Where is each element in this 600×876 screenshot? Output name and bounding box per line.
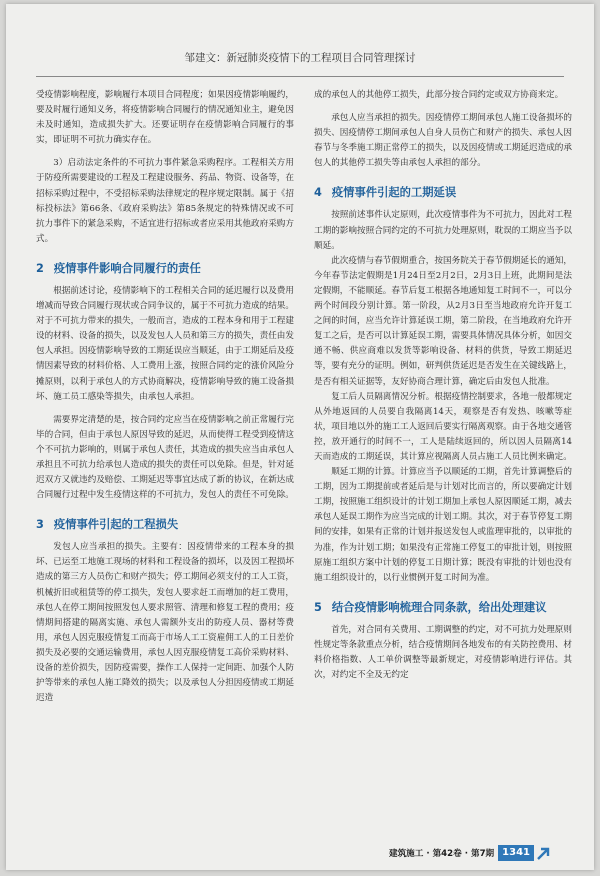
paragraph: 受疫情影响程度，影响履行本项目合同程度；如果因疫情影响履约，要及时履行通知义务，将疫情影响合同履行的情况通知业主，避免因未及时通知，造成损失扩大。还要证明存在疫情影响合同履行的事实，即证明不可抗力确实存在。 [36, 90, 294, 146]
section-number: 4 [314, 186, 322, 200]
section-title: 疫情事件引起的工期延误 [331, 186, 457, 200]
paragraph: 3）启动法定条件的不可抗力事件紧急采购程序。工程相关方用于防疫所需要建设的工程及工程建设服务、药品、物资、设备等，在招标采购过程中，不受招标采购法律规定的程序规定限制。属于《招标投标法》第66条、《政府采购法》第85条规定的特殊情况或不可抗力事件下的紧急采购，不适宜进行招标或者应采用其他政府采购方式。 [36, 158, 294, 244]
header-divider [36, 76, 564, 77]
paragraph: 复工后人员隔离情况分析。根据疫情控制要求，各地一般都规定从外地返回的人员要自我隔离14天，观察是否有发热、咳嗽等症状，项目地以外的施工工人返回后要实行隔离观察。由于各地交通管控，放开通行的时间不一，工人是陆续返回的，所以因人员隔离14天而造成的工期延误，其计算应视隔离人员占施工人员比例来确定。 [314, 391, 572, 462]
section-heading-3 [36, 517, 294, 532]
paragraph: 此次疫情与春节假期重合，按国务院关于春节假期延长的通知，今年春节法定假期是1月24日至2月2日，2月3日上班，此期间是法定假期，不能顺延。春节后复工根据各地通知复工时间不一，可以分两个时间段分别计算。第一阶段，从2月3日至当地政府允许开复工之间的时间，应当允许计算延误工期，第二阶段，在当地政府允许开复工之后，是否可以计算延误工期，需要具体情况具体分析，如因交通不畅、供应商难以发货等影响设备、材料的供货，导致工期延迟等，要有充分的证明。例如，研判供货延迟是否发生在关键线路上，是否有相关证据等，友好协商合理计算，确定后由发包人批准。 [314, 255, 572, 387]
section-title: 疫情事件引起的工程损失 [53, 518, 179, 532]
arrow-icon [536, 845, 550, 861]
section-title: 疫情事件影响合同履行的责任 [53, 261, 201, 275]
section-number: 2 [36, 261, 44, 275]
paragraph: 根据前述讨论，疫情影响下的工程相关合同的延迟履行以及费用增减而导致合同履行现状或合同争议的，属于不可抗力造成的结果。对于不可抗力带来的损失，一般而言，造成的工程本身和用于工程建设的材料、设备的损失，以及发包人人员和第三方的损失，责任由发包人承担。因疫情影响导致的工期延误应当顺延，由于工期延后及疫情因素导致的材料价格、人工费用上涨，按照合同约定的涨价风险分摊原则，以利于承包人的方式协商解决，疫情影响导致的施工设备损坏、施工员工感染等损失，由承包人承担。 [36, 285, 294, 402]
running-header: 邹建文：新冠肺炎疫情下的工程项目合同管理探讨 [184, 52, 416, 64]
section-title: 结合疫情影响梳理合同条款，给出处理建议 [331, 600, 547, 614]
paragraph: 成的承包人的其他停工损失，此部分按合同约定或双方协商来定。 [314, 90, 564, 100]
journal-info: 建筑施工 · 第42卷 · 第7期 [388, 849, 495, 859]
paragraph: 发包人应当承担的损失。主要有：因疫情带来的工程本身的损坏、已运至工地施工现场的材料和工程设备的损坏，以及因工程损坏造成的第三方人员伤亡和财产损失；停工期间必须支付的工人工资，机械折旧或租赁等的停工损失，发包人要求赶工而增加的赶工费用，承包人在停工期间按照发包人要求照管、清理和修复工程的费用；疫情期间搭建的隔离实施、承包人需额外支出的防疫人员、器材等费用，承包人因克服疫情复工而高于市场人工工资雇佣工人的工日差价损失及必要的交通运输费用，承包人因克服疫情复工高价采购材料、设备的差价损失，因防疫需要，操作工人保持一定间距、加强个人防护等带来的承包人施工降效的损失；以及承包人分担因疫情或工期延迟造 [36, 542, 294, 704]
paragraph: 承包人应当承担的损失。因疫情停工期间承包人施工设备损坏的损失、因疫情停工期间承包人自身人员伤亡和财产的损失、承包人因春节与冬季施工期正常停工的损失，以及因疫情或工期延迟造成的承包人的其他停工损失等由承包人承担的部分。 [314, 113, 572, 169]
section-heading-2 [36, 261, 294, 276]
page-number: 1341 [498, 845, 534, 861]
paragraph: 顺延工期的计算。计算应当予以顺延的工期，首先计算调整后的工期，因为工期提前或者延后是与计划对比而言的，所以要确定计划工期，按照施工组织设计的计划工期加上承包人原因顺延工期，减去承包人延误工期作为应当完成的计划工期。其次，对于春节停复工期间的安排，如果有正常的计划并报送发包人或监理审批的，以审批的为准，作为计划工期；如果没有正常施工停复工的审批计划，则按照原施工组织方案中计划的停复工日期计算；既没有审批的计划也没有施工组织设计的，以行业惯例开复工时间为准。 [314, 467, 572, 583]
section-number: 5 [314, 600, 322, 614]
section-number: 3 [36, 518, 44, 532]
right-column [314, 88, 572, 683]
paragraph: 按照前述事件认定原则，此次疫情事件为不可抗力，因此对工程工期的影响按照合同约定的不可抗力处理原则，耽误的工期应当予以顺延。 [314, 210, 572, 251]
page-footer [389, 844, 550, 862]
section-heading-5 [314, 600, 572, 615]
paper-page [6, 4, 594, 870]
paragraph: 需要界定清楚的是，按合同约定应当在疫情影响之前正常履行完毕的合同，但由于承包人原因导致的延迟，从而使得工程受到疫情这个不可抗力影响的，则属于承包人责任，其造成的损失应当由承包人承担且不可抗力给承包人造成的损失的责任可以免除。但是，针对延迟双方又就违约及赔偿、工期延迟等事宜达成了新的协议，在新达成合同履行过程中发生疫情这样的不可抗力，发包人的责任不可免除。 [36, 414, 294, 501]
left-column [36, 88, 294, 706]
section-heading-4 [314, 185, 572, 200]
paragraph: 首先，对合同有关费用、工期调整的约定，对不可抗力处理原则性规定等条款重点分析，结合疫情期间各地发布的有关防控费用、材料价格指数、人工单价调整等最新规定，对疫情影响进行评估。其次，对约定不全及无约定 [314, 624, 572, 681]
